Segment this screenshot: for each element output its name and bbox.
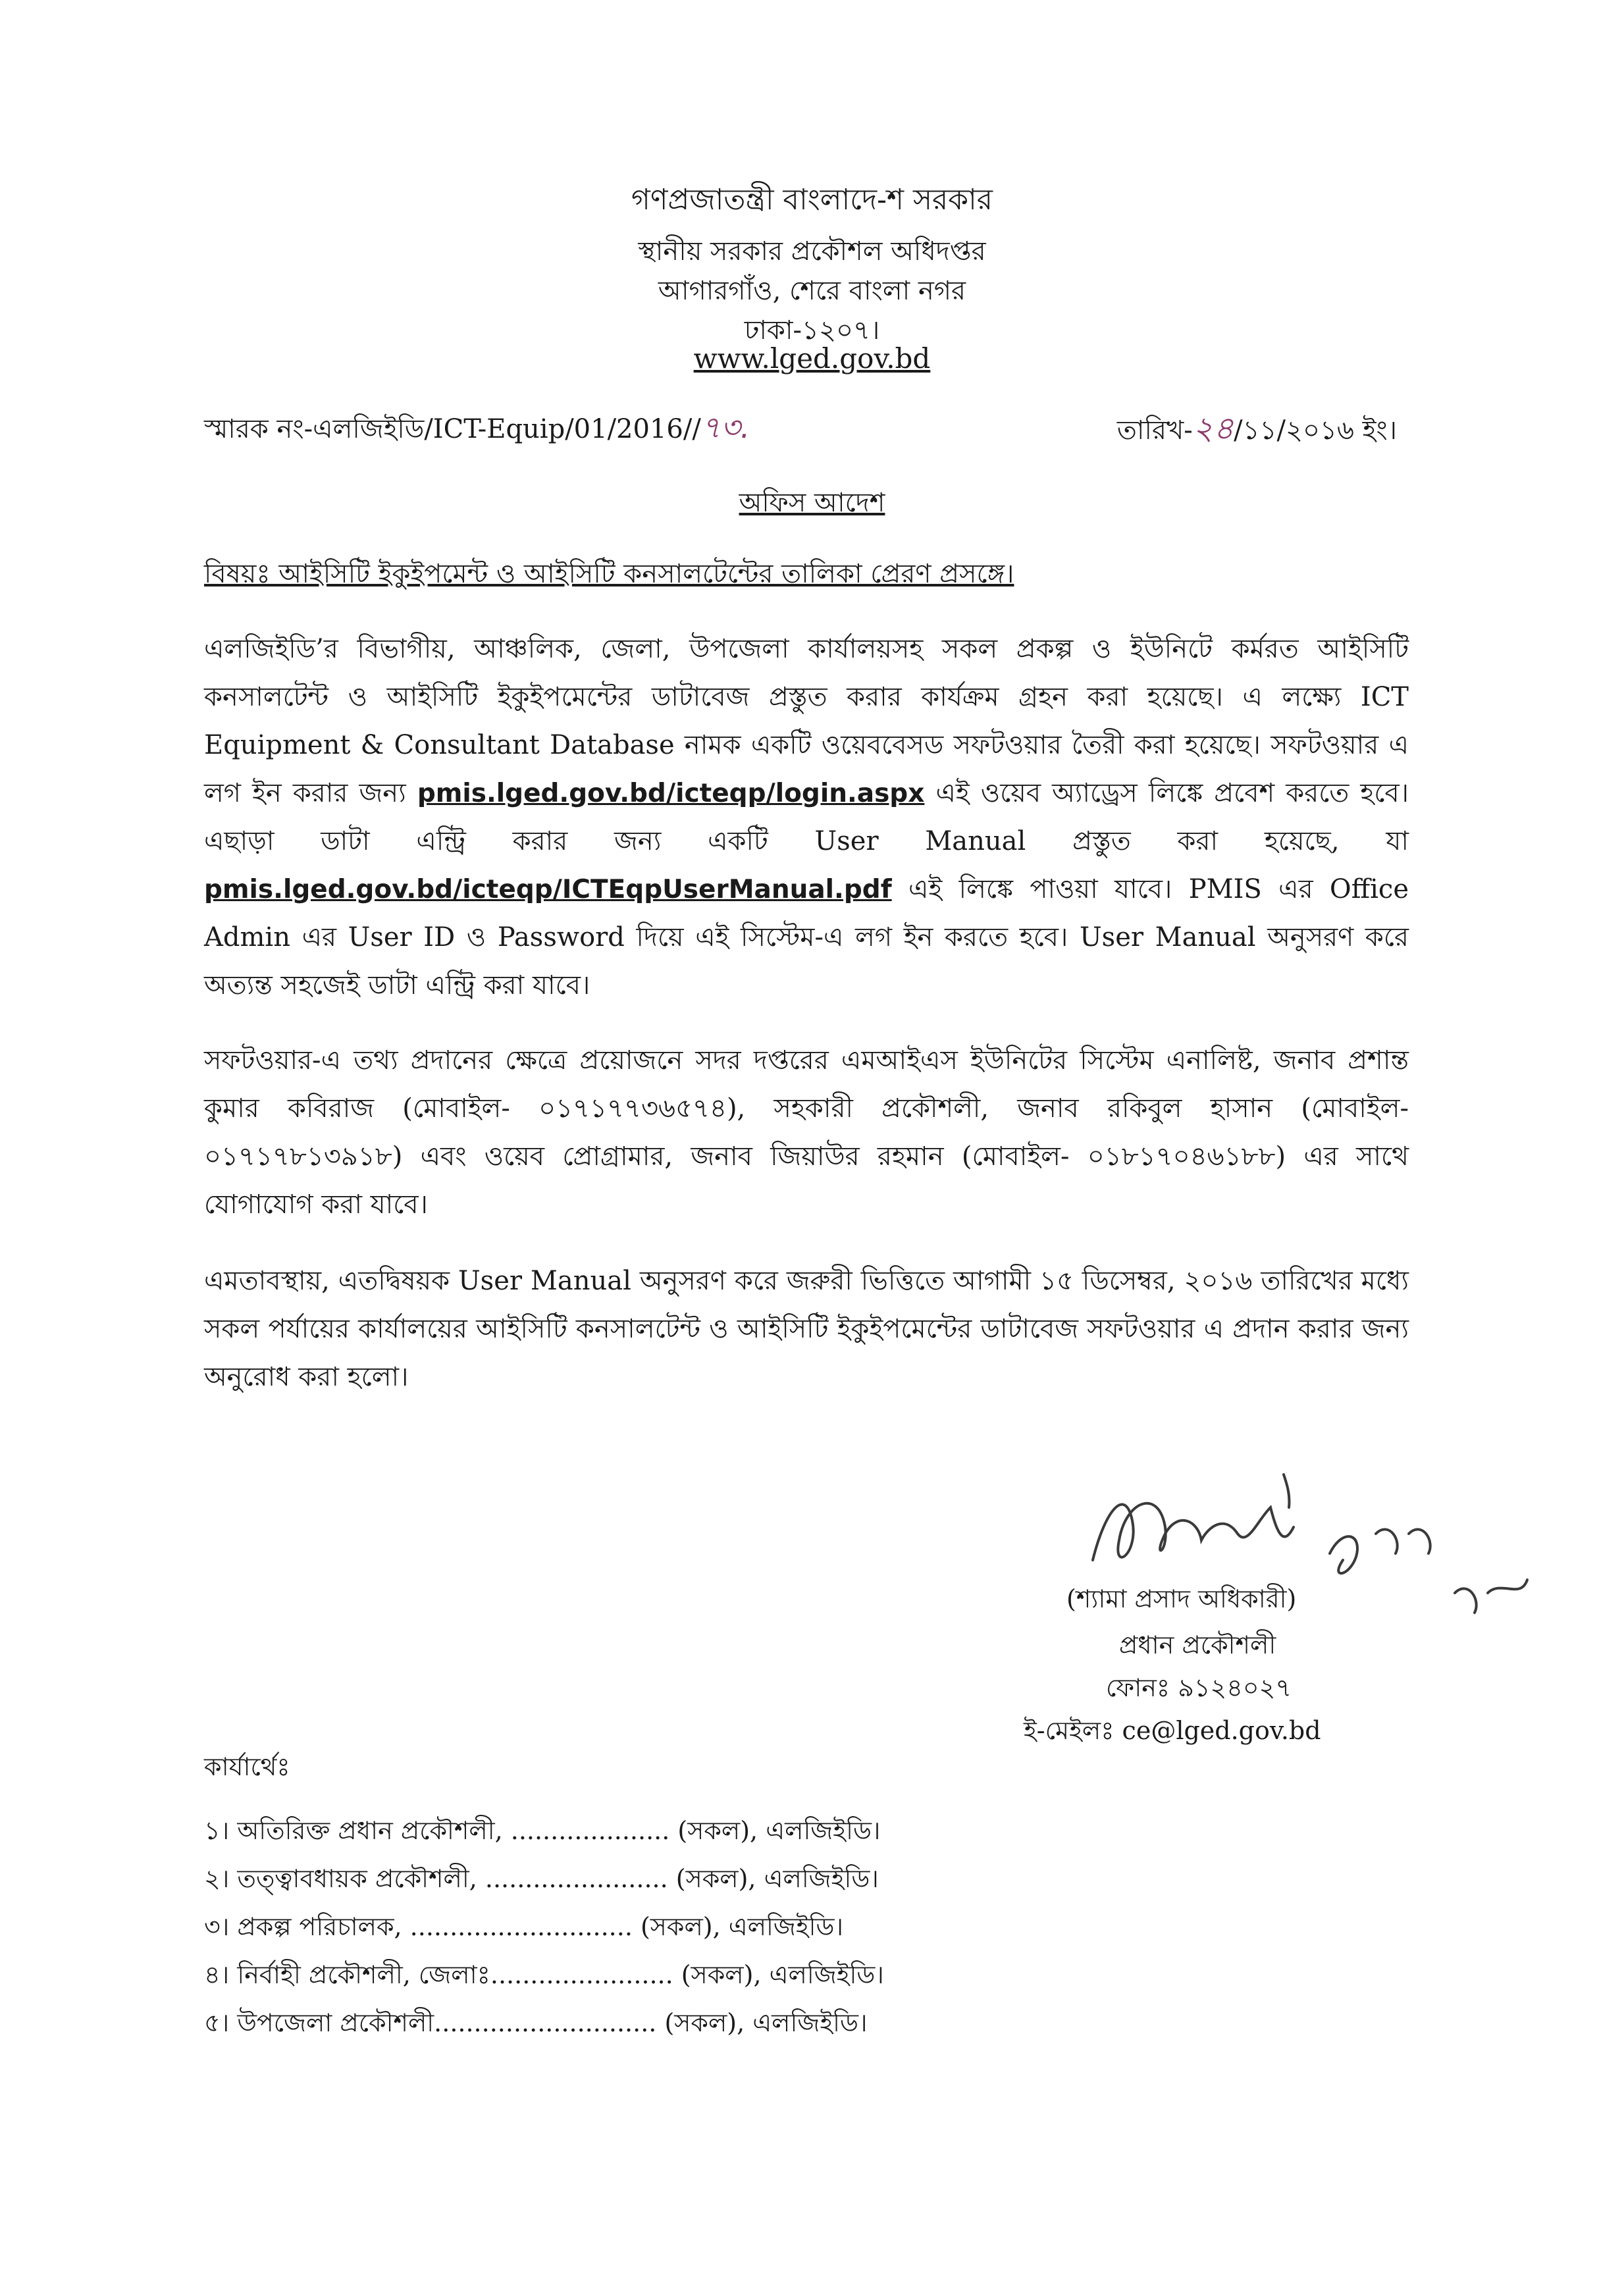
department-name: স্থানীয় সরকার প্রকৌশল অধিদপ্তর [638, 236, 986, 267]
signatory-phone: ফোনঃ ৯১২৪০২৭ [1106, 1673, 1292, 1702]
distribution-list [204, 1807, 884, 2047]
paragraph-contacts: সফটওয়ার-এ তথ্য প্রদানের ক্ষেত্রে প্রয়োজনে সদর দপ্তরের এমআইএস ইউনিটের সিস্টেম এনালিষ্ট, জনাব প্রশান্ত কুমার কবিরাজ (মোবাইল- ০১৭১৭৭৩৬৫৭৪), সহকারী প্রকৌশলী, জনাব রকিবুল হাসান (মোবাইল- ০১৭১৭৮১৩৯১৮) এবং ওয়েব প্রোগ্রামার, জনাব জিয়াউর রহমান (মোবাইল- ০১৮১৭০৪৬১৮৮) এর সাথে যোগাযোগ করা যাবে। [204, 1045, 1409, 1220]
government-title: গণপ্রজাতন্ত্রী বাংলাদে-শ সরকার [631, 183, 993, 217]
memo-number-handwritten: ৭৩. [700, 409, 750, 445]
paragraph1-part2: এই ওয়েব অ্যাড্রেস লিঙ্কে প্রবেশ করতে হবে। এছাড়া ডাটা এন্ট্রি করার জন্য একটি User Manual প্রস্তুত করা হয়েছে, যা [204, 778, 1409, 856]
list-item: ৫। উপজেলা প্রকৌশলী............................ (সকল), এলজিইডি। [204, 2008, 868, 2037]
order-title: অফিস আদেশ [739, 488, 885, 518]
date-rest: /১১/২০১৬ ইং। [1234, 415, 1397, 446]
paragraph-instructions [204, 625, 1409, 1010]
date-prefix: তারিখ- [1116, 415, 1193, 446]
list-item: ৩। প্রকল্প পরিচালক, ............................ (সকল), এলজিইডি। [204, 1912, 844, 1941]
list-item: ২। তত্ত্বাবধায়ক প্রকৌশলী, ....................... (সকল), এলজিইডি। [204, 1864, 879, 1893]
memo-number [204, 405, 750, 455]
website-link[interactable]: www.lged.gov.bd [693, 342, 931, 375]
paragraph1-part1: এলজিইডি’র বিভাগীয়, আঞ্চলিক, জেলা, উপজেলা কার্যালয়সহ সকল প্রকল্প ও ইউনিটে কর্মরত আইসিটি কনসালটেন্ট ও আইসিটি ইকুইপমেন্টের ডাটাবেজ প্রস্তুত করার কার্যক্রম গ্রহন করা হয়েছে। এ লক্ষ্যে ICT Equipment & Consultant Database নামক একটি ওয়েববেসড সফটওয়ার তৈরী করা হয়েছে। সফটওয়ার এ লগ ইন করার জন্য [204, 634, 1409, 808]
paragraph1-part3: এই লিঙ্কে পাওয়া যাবে। PMIS এর Office Admin এর User ID ও Password দিয়ে এই সিস্টেম-এ লগ ইন করতে হবে। User Manual অনুসরণ করে অত্যন্ত সহজেই ডাটা এন্ট্রি করা যাবে। [204, 874, 1409, 1001]
address-line: আগারগাঁও, শেরে বাংলা নগর [658, 276, 966, 306]
list-item: ১। অতিরিক্ত প্রধান প্রকৌশলী, .................... (সকল), এলজিইডি। [204, 1816, 881, 1845]
list-item: ৪। নির্বাহী প্রকৌশলী, জেলাঃ....................... (সকল), এলজিইডি। [204, 1960, 884, 1989]
signatory-title: প্রধান প্রকৌশলী [1119, 1630, 1276, 1659]
paragraph-request: এমতাবস্থায়, এতদ্বিষয়ক User Manual অনুসরণ করে জরুরী ভিত্তিতে আগামী ১৫ ডিসেম্বর, ২০১৬ তারিখের মধ্যে সকল পর্যায়ের কার্যালয়ের আইসিটি কনসালটেন্ট ও আইসিটি ইকুইপমেন্টের ডাটাবেজ সফটওয়ার এ প্রদান করার জন্য অনুরোধ করা হলো। [204, 1266, 1409, 1392]
signatory-email: ই-মেইলঃ ce@lged.gov.bd [1024, 1716, 1321, 1745]
letter-date [1117, 405, 1397, 457]
user-manual-link[interactable]: pmis.lged.gov.bd/icteqp/ICTEqpUserManual.pdf [204, 875, 892, 904]
subject-line: বিষয়ঃ আইসিটি ইকুইপমেন্ট ও আইসিটি কনসালটেন্টের তালিকা প্রেরণ প্রসঙ্গে। [204, 559, 1014, 589]
memo-prefix: স্মারক নং-এলজিইডি/ICT-Equip/01/2016// [204, 414, 701, 444]
login-link[interactable]: pmis.lged.gov.bd/icteqp/login.aspx [417, 779, 925, 808]
city-line: ঢাকা-১২০৭। [744, 315, 880, 346]
signatory-name: (শ্যামা প্রসাদ অধিকারী) [1066, 1584, 1297, 1613]
distribution-label: কার্যার্থেঃ [204, 1752, 290, 1781]
date-day-handwritten: ২৪ [1192, 410, 1234, 447]
